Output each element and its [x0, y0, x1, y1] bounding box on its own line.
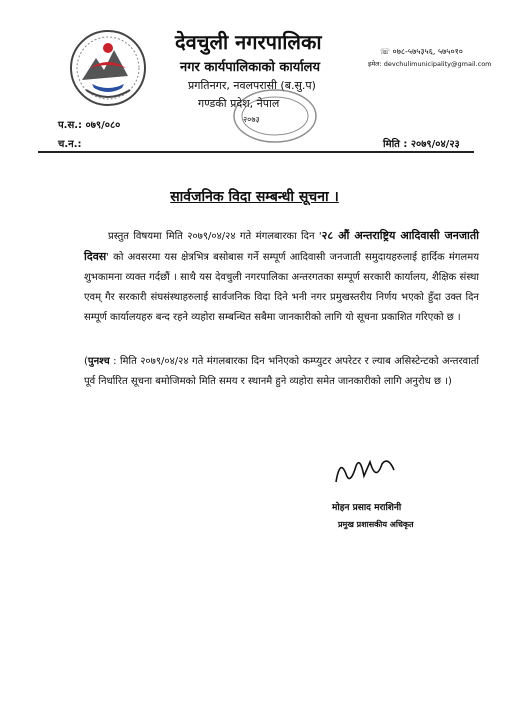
address-line-1: प्रगतिनगर, नवलपरासी (ब.सु.प): [188, 79, 316, 92]
reference-number: प.स.: ०७९/०८०: [58, 120, 121, 131]
signatory-title: प्रमुख प्रशासकीय अधिकृत: [338, 520, 414, 529]
notice-paragraph: [84, 226, 479, 328]
postscript-label: पुनश्च: [87, 356, 110, 367]
email-address: इमेल: devchulimunicipality@gmail.com: [368, 60, 492, 68]
municipality-emblem: [68, 28, 148, 108]
established-year: २०७३: [243, 115, 260, 124]
dispatch-number: च.न.:: [58, 139, 82, 150]
address-line-2: गण्डकी प्रदेश, नेपाल: [198, 97, 280, 110]
notice-title: सार्वजनिक विदा सम्बन्धी सूचना ।: [170, 189, 339, 205]
org-name: देवचुली नगरपालिका: [175, 30, 322, 54]
paren-open: (: [84, 356, 88, 367]
office-stamp: [232, 88, 318, 144]
highlighted-event-name: २८ औं अन्तराष्ट्रिय आदिवासी जनजाती दिवस: [84, 229, 479, 263]
letter-date: मिति : २०७९/०४/२३: [383, 139, 460, 150]
signatory-name: मोहन प्रसाद मराशिनी: [332, 503, 402, 513]
office-name: नगर कार्यपालिकाको कार्यालय: [180, 60, 321, 75]
handwritten-signature: [330, 452, 400, 492]
postscript-paragraph: [84, 352, 479, 392]
paragraph-text: प्रस्तुत विषयमा मिति २०७९/०४/२४ गते मंगलबारका दिन ': [108, 231, 322, 242]
paragraph-text: ' को अवसरमा यस क्षेत्रभित्र बसोबास गर्ने सम्पूर्ण आदिवासी जनजाती समुदायहरुलाई हार्दिक मंगलमय शुभकामना व्यक्त गर्दछौं । साथै यस देवचुली नगरपालिका अन्तरगतका सम्पूर्ण सरकारी कार्यालय, शैक्षिक संस्था एवम् गैर सरकारी संघसंस्थाहरुलाई सार्वजनिक विदा दिने भनी नगर प्रमुखस्तरीय निर्णय भएको हुँदा उक्त दिन सम्पूर्ण कार्यालयहरु बन्द रहने व्यहोरा सम्बन्धित सबैमा जानकारीको लागि यो सूचना प्रकाशित गरिएको छ ।: [84, 252, 479, 323]
postscript-text: : मिति २०७९/०४/२४ गते मंगलबारका दिन भनिएको कम्प्युटर अपरेटर र ल्याब असिस्टेन्टको अन्तरवार्ता पूर्व निर्धारित सूचना बमोजिमको मिति समय र स्थानमै हुने व्यहोरा समेत जानकारीको लागि अनुरोध छ ।): [84, 356, 479, 387]
phone-number: ☏ ०७८-५७५३५६, ५७५०१०: [380, 47, 463, 56]
header-divider: [38, 151, 474, 153]
